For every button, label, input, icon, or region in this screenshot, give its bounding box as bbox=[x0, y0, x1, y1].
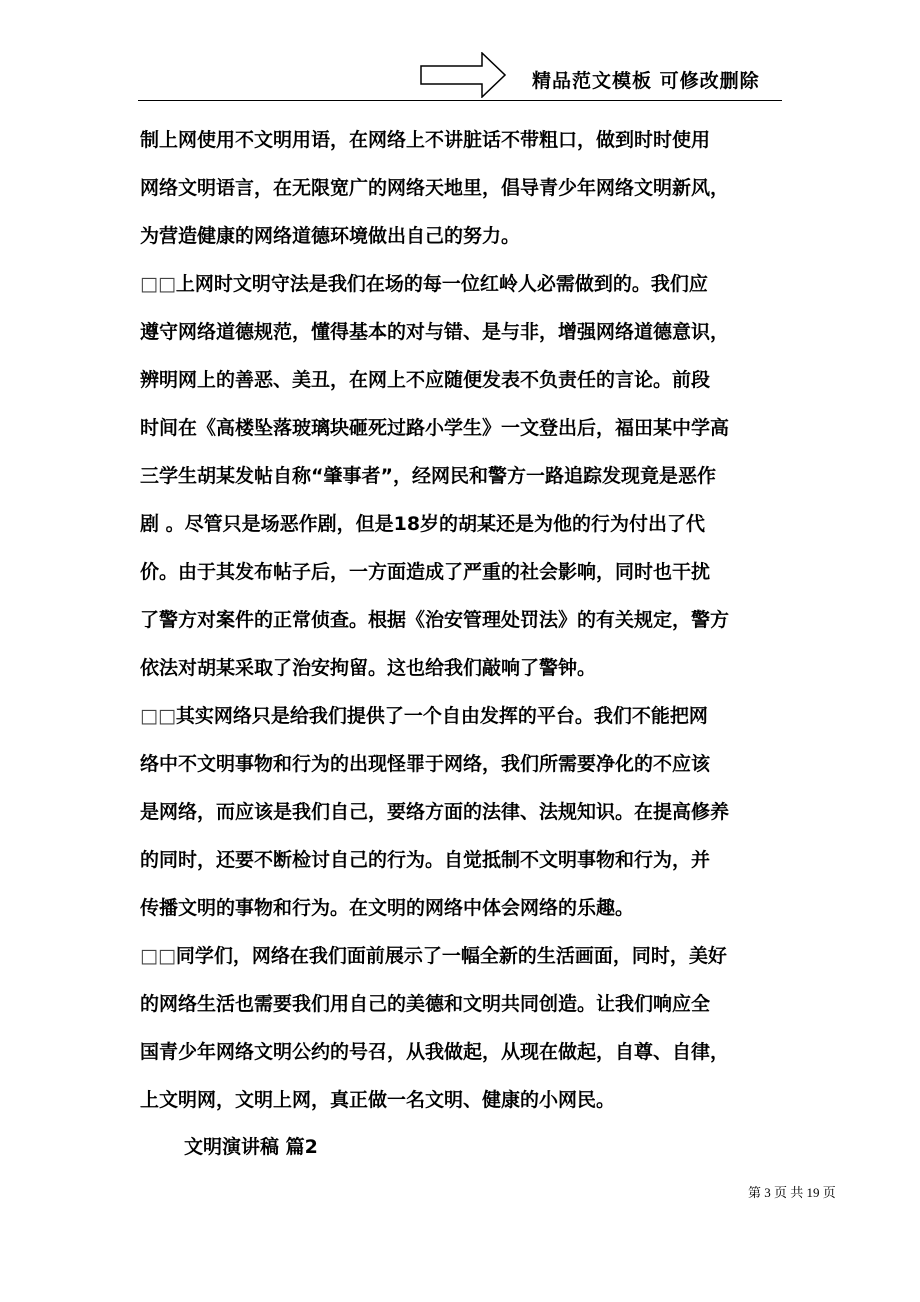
body-text bbox=[140, 116, 780, 1124]
text-line: 上网时文明守法是我们在场的每一位红岭人必需做到的。我们应 bbox=[175, 273, 708, 295]
paragraph-start-line bbox=[140, 932, 780, 980]
paragraph-marker: □□ bbox=[140, 273, 176, 295]
paragraph-start-line bbox=[140, 260, 780, 308]
paragraph-marker: □□ bbox=[140, 945, 176, 967]
header-tagline: 精品范文模板 可修改删除 bbox=[532, 70, 760, 92]
text-line: 同学们，网络在我们面前展示了一幅全新的生活画面，同时，美好 bbox=[175, 945, 727, 967]
text-line: 络中不文明事物和行为的出现怪罪于网络，我们所需要净化的不应该 bbox=[140, 753, 711, 775]
text-line: 传播文明的事物和行为。在文明的网络中体会网络的乐趣。 bbox=[140, 897, 635, 919]
text-line: 辨明网上的善恶、美丑，在网上不应随便发表不负责任的言论。前段 bbox=[140, 369, 711, 391]
text-line: 的同时，还要不断检讨自己的行为。自觉抵制不文明事物和行为，并 bbox=[140, 849, 711, 871]
text-line: 三学生胡某发帖自称“肇事者”，经网民和警方一路追踪发现竟是恶作 bbox=[140, 465, 716, 487]
arrow-right-icon bbox=[420, 52, 506, 98]
header-rule bbox=[138, 100, 782, 101]
text-line: 遵守网络道德规范，懂得基本的对与错、是与非，增强网络道德意识， bbox=[140, 321, 730, 343]
text-line: 制上网使用不文明用语，在网络上不讲脏话不带粗口，做到时时使用 bbox=[140, 129, 711, 151]
text-line: 国青少年网络文明公约的号召，从我做起，从现在做起，自尊、自律， bbox=[140, 1041, 730, 1063]
text-line: 的网络生活也需要我们用自己的美德和文明共同创造。让我们响应全 bbox=[140, 993, 711, 1015]
text-line: 依法对胡某采取了治安拘留。这也给我们敲响了警钟。 bbox=[140, 657, 597, 679]
text-line: 为营造健康的网络道德环境做出自己的努力。 bbox=[140, 225, 521, 247]
text-line: 价。由于其发布帖子后，一方面造成了严重的社会影响，同时也干扰 bbox=[140, 561, 711, 583]
text-line: 剧 。尽管只是场恶作剧，但是18岁的胡某还是为他的行为付出了代 bbox=[140, 513, 706, 535]
text-line: 是网络，而应该是我们自己，要络方面的法律、法规知识。在提高修养 bbox=[140, 801, 730, 823]
text-line: 了警方对案件的正常侦查。根据《治安管理处罚法》的有关规定，警方 bbox=[140, 609, 730, 631]
page-number: 第 3 页 共 19 页 bbox=[748, 1185, 836, 1200]
text-line: 网络文明语言，在无限宽广的网络天地里，倡导青少年网络文明新风， bbox=[140, 177, 730, 199]
text-line: 其实网络只是给我们提供了一个自由发挥的平台。我们不能把网 bbox=[175, 705, 708, 727]
paragraph-marker: □□ bbox=[140, 705, 176, 727]
text-line: 时间在《高楼坠落玻璃块砸死过路小学生》一文登出后，福田某中学高 bbox=[140, 417, 730, 439]
text-line: 上文明网，文明上网，真正做一名文明、健康的小网民。 bbox=[140, 1089, 616, 1111]
section-heading: 文明演讲稿 篇2 bbox=[184, 1136, 318, 1158]
paragraph-start-line bbox=[140, 692, 780, 740]
